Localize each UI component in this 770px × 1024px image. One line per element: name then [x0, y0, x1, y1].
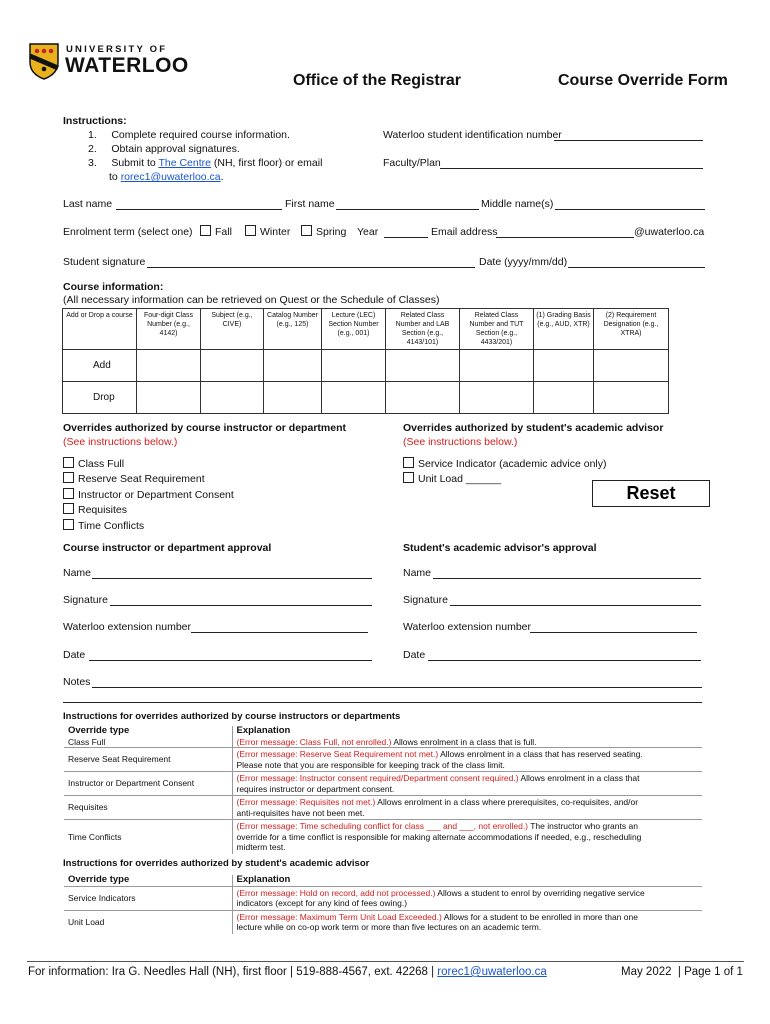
- advisor-date-label: Date: [403, 649, 426, 661]
- table-row: [64, 910, 702, 934]
- override-consent: Instructor or Department Consent: [63, 488, 234, 501]
- advisor-extension-field[interactable]: [530, 632, 697, 633]
- course-info-heading: Course information:: [63, 281, 164, 293]
- add-subject[interactable]: [201, 350, 264, 382]
- course-row-add: [63, 350, 669, 382]
- override-time-conflicts: Time Conflicts: [63, 519, 144, 532]
- email-suffix: @uwaterloo.ca: [634, 226, 705, 238]
- explanation-cell: (Error message: Maximum Term Unit Load Exceeded.) Allows for a student to be enrolled in more than one lecture while on co-op work term or more than five lectures on an academic term.: [232, 910, 702, 934]
- explanation-cell: (Error message: Reserve Seat Requirement not met.) Allows enrolment in a class that has reserved seating. Please note that you are responsible for keeping track of the class limit.: [232, 748, 702, 772]
- add-tut[interactable]: [460, 350, 534, 382]
- instructor-approval-heading: Course instructor or department approval: [63, 542, 272, 554]
- student-date-field[interactable]: [568, 267, 705, 268]
- course-row-drop: [63, 382, 669, 414]
- instructor-date-label: Date: [63, 649, 86, 661]
- col-subject: Subject (e.g., CIVE): [201, 309, 264, 350]
- col-catalog: Catalog Number (e.g., 125): [264, 309, 322, 350]
- override-class-full: Class Full: [63, 457, 124, 470]
- col-lecture: Lecture (LEC) Section Number (e.g., 001): [322, 309, 386, 350]
- winter-checkbox[interactable]: [245, 225, 256, 236]
- instruction-step-1: 1. Complete required course information.: [88, 129, 290, 141]
- student-date-label: Date (yyyy/mm/dd): [479, 256, 568, 268]
- student-signature-field[interactable]: [147, 267, 475, 268]
- override-type-cell: Reserve Seat Requirement: [64, 748, 232, 772]
- instruction-step-3-cont: to rorec1@uwaterloo.ca.: [109, 171, 224, 183]
- table-row: [64, 886, 702, 910]
- faculty-field[interactable]: [440, 168, 703, 169]
- add-requirement[interactable]: [594, 350, 669, 382]
- footer-email-link[interactable]: rorec1@uwaterloo.ca: [437, 966, 547, 978]
- middle-name-label: Middle name(s): [481, 198, 554, 210]
- instructor-extension-label: Waterloo extension number: [63, 621, 192, 633]
- drop-tut[interactable]: [460, 382, 534, 414]
- instr-table-heading: Instructions for overrides authorized by course instructors or departments: [63, 711, 401, 722]
- row-label-add: Add: [63, 350, 137, 382]
- table-row: [64, 737, 702, 748]
- advisor-overrides-heading: Overrides authorized by student's academic advisor: [403, 422, 664, 434]
- year-field[interactable]: [384, 237, 428, 238]
- notes-label: Notes: [63, 676, 91, 688]
- instr-table-header: [64, 726, 702, 737]
- advisor-date-field[interactable]: [428, 660, 701, 661]
- student-id-field[interactable]: [554, 140, 703, 141]
- row-label-drop: Drop: [63, 382, 137, 414]
- advisor-signature-field[interactable]: [450, 605, 701, 606]
- explanation-cell: (Error message: Instructor consent required/Department consent required.) Allows enrolment in a class that requires instructor or department consent.: [232, 772, 702, 796]
- shield-icon: [28, 42, 60, 80]
- email-label: Email address: [431, 226, 498, 238]
- faculty-label: Faculty/Plan: [383, 157, 441, 169]
- last-name-label: Last name: [63, 198, 113, 210]
- add-class-number[interactable]: [137, 350, 201, 382]
- student-signature-label: Student signature: [63, 256, 146, 268]
- email-field[interactable]: [496, 237, 634, 238]
- email-link[interactable]: rorec1@uwaterloo.ca: [120, 171, 221, 183]
- explanation-cell: (Error message: Hold on record, add not processed.) Allows a student to enrol by overriding negative service indicators (except for any kind of fees owing.): [232, 886, 702, 910]
- advisor-approval-heading: Student's academic advisor's approval: [403, 542, 597, 554]
- consent-checkbox[interactable]: [63, 488, 74, 499]
- term-label: Enrolment term (select one): [63, 226, 193, 238]
- year-label: Year: [357, 226, 379, 238]
- class-full-checkbox[interactable]: [63, 457, 74, 468]
- time-conflicts-checkbox[interactable]: [63, 519, 74, 530]
- form-title: Course Override Form: [558, 72, 728, 89]
- drop-lecture[interactable]: [322, 382, 386, 414]
- instr-col-type: Override type: [64, 726, 232, 737]
- drop-lab[interactable]: [386, 382, 460, 414]
- override-requisites: Requisites: [63, 503, 127, 516]
- override-unit-load: Unit Load ______: [403, 472, 501, 485]
- advisor-overrides-note: (See instructions below.): [403, 436, 518, 448]
- add-lab[interactable]: [386, 350, 460, 382]
- reset-button[interactable]: Reset: [592, 480, 710, 507]
- first-name-label: First name: [285, 198, 335, 210]
- advisor-col-explanation: Explanation: [236, 874, 291, 885]
- spring-checkbox[interactable]: [301, 225, 312, 236]
- override-type-cell: Unit Load: [64, 910, 232, 934]
- instructor-signature-label: Signature: [63, 594, 108, 606]
- advisor-table-header: [64, 875, 702, 886]
- add-catalog[interactable]: [264, 350, 322, 382]
- explanation-cell: (Error message: Time scheduling conflict for class ___ and ___, not enrolled.) The instructor who grants an override for a time conflict is responsible for making alternate accommodations if needed, e.g., rescheduling midterm test.: [232, 820, 702, 854]
- instructor-overrides-note: (See instructions below.): [63, 436, 178, 448]
- instructor-date-field[interactable]: [89, 660, 372, 661]
- add-grading[interactable]: [534, 350, 594, 382]
- instructions-heading: Instructions:: [63, 115, 127, 127]
- override-service-indicator: Service Indicator (academic advice only): [403, 457, 607, 470]
- course-table-header: [63, 309, 669, 350]
- term-fall: Fall: [200, 225, 232, 238]
- advisor-name-label: Name: [403, 567, 432, 579]
- instructor-overrides-heading: Overrides authorized by course instructor or department: [63, 422, 346, 434]
- table-row: [64, 748, 702, 772]
- instructor-name-label: Name: [63, 567, 92, 579]
- logo-top-text: UNIVERSITY OF: [66, 44, 168, 55]
- footer-info: For information: Ira G. Needles Hall (NH), first floor | 519-888-4567, ext. 42268 | rorec1@uwaterloo.ca: [28, 966, 547, 978]
- the-centre-link[interactable]: The Centre: [158, 157, 211, 169]
- override-type-cell: Requisites: [64, 796, 232, 820]
- notes-field-line-1[interactable]: [92, 687, 702, 688]
- advisor-table-heading: Instructions for overrides authorized by student's academic advisor: [63, 858, 370, 869]
- add-lecture[interactable]: [322, 350, 386, 382]
- instruction-step-3: 3. Submit to The Centre (NH, first floor) or email: [88, 157, 323, 169]
- notes-field-line-2[interactable]: [63, 702, 702, 703]
- override-type-cell: Instructor or Department Consent: [64, 772, 232, 796]
- col-class-number: Four-digit Class Number (e.g., 4142): [137, 309, 201, 350]
- office-title: Office of the Registrar: [293, 72, 462, 89]
- course-info-subheading: (All necessary information can be retrieved on Quest or the Schedule of Classes): [63, 294, 440, 306]
- footer-page: May 2022 | Page 1 of 1: [621, 966, 743, 978]
- advisor-name-field[interactable]: [433, 578, 701, 579]
- override-type-cell: Time Conflicts: [64, 820, 232, 854]
- drop-class-number[interactable]: [137, 382, 201, 414]
- advisor-signature-label: Signature: [403, 594, 448, 606]
- table-row: [64, 820, 702, 854]
- instructor-signature-field[interactable]: [110, 605, 372, 606]
- col-requirement: (2) Requirement Designation (e.g., XTRA): [594, 309, 669, 350]
- fall-checkbox[interactable]: [200, 225, 211, 236]
- middle-name-field[interactable]: [555, 209, 705, 210]
- advisor-extension-label: Waterloo extension number: [403, 621, 532, 633]
- term-spring: Spring: [301, 225, 346, 238]
- explanation-cell: (Error message: Class Full, not enrolled.) Allows enrolment in a class that is full.: [236, 736, 537, 747]
- instructor-name-field[interactable]: [92, 578, 372, 579]
- table-row: [64, 796, 702, 820]
- table-row: [64, 772, 702, 796]
- logo-bottom-text: WATERLOO: [65, 54, 189, 77]
- col-grading: (1) Grading Basis (e.g., AUD, XTR): [534, 309, 594, 350]
- override-type-cell: Service Indicators: [64, 886, 232, 910]
- course-table: [62, 308, 669, 414]
- col-lab: Related Class Number and LAB Section (e.g., 4143/101): [386, 309, 460, 350]
- footer-divider: [27, 961, 744, 962]
- drop-catalog[interactable]: [264, 382, 322, 414]
- drop-subject[interactable]: [201, 382, 264, 414]
- unit-load-checkbox[interactable]: [403, 472, 414, 483]
- instructor-extension-field[interactable]: [191, 632, 368, 633]
- service-indicator-checkbox[interactable]: [403, 457, 414, 468]
- last-name-field[interactable]: [116, 209, 282, 210]
- col-tut: Related Class Number and TUT Section (e.g., 4433/201): [460, 309, 534, 350]
- drop-grading[interactable]: [534, 382, 594, 414]
- advisor-override-table: [64, 875, 702, 934]
- student-id-label: Waterloo student identification number: [383, 129, 562, 141]
- requisites-checkbox[interactable]: [63, 503, 74, 514]
- override-reserve-seat: Reserve Seat Requirement: [63, 472, 205, 485]
- term-winter: Winter: [245, 225, 290, 238]
- override-type-cell: Class Full: [64, 737, 232, 748]
- explanation-cell: (Error message: Requisites not met.) Allows enrolment in a class where prerequisites, co-requisites, and/or anti-requisites have not been met.: [232, 796, 702, 820]
- drop-requirement[interactable]: [594, 382, 669, 414]
- reserve-seat-checkbox[interactable]: [63, 472, 74, 483]
- first-name-field[interactable]: [336, 209, 479, 210]
- instructor-override-table: [64, 726, 702, 854]
- col-add-drop: Add or Drop a course: [63, 309, 137, 350]
- instruction-step-2: 2. Obtain approval signatures.: [88, 143, 240, 155]
- advisor-col-type: Override type: [64, 875, 232, 886]
- university-logo: [28, 42, 60, 83]
- instr-col-explanation: Explanation: [236, 725, 291, 736]
